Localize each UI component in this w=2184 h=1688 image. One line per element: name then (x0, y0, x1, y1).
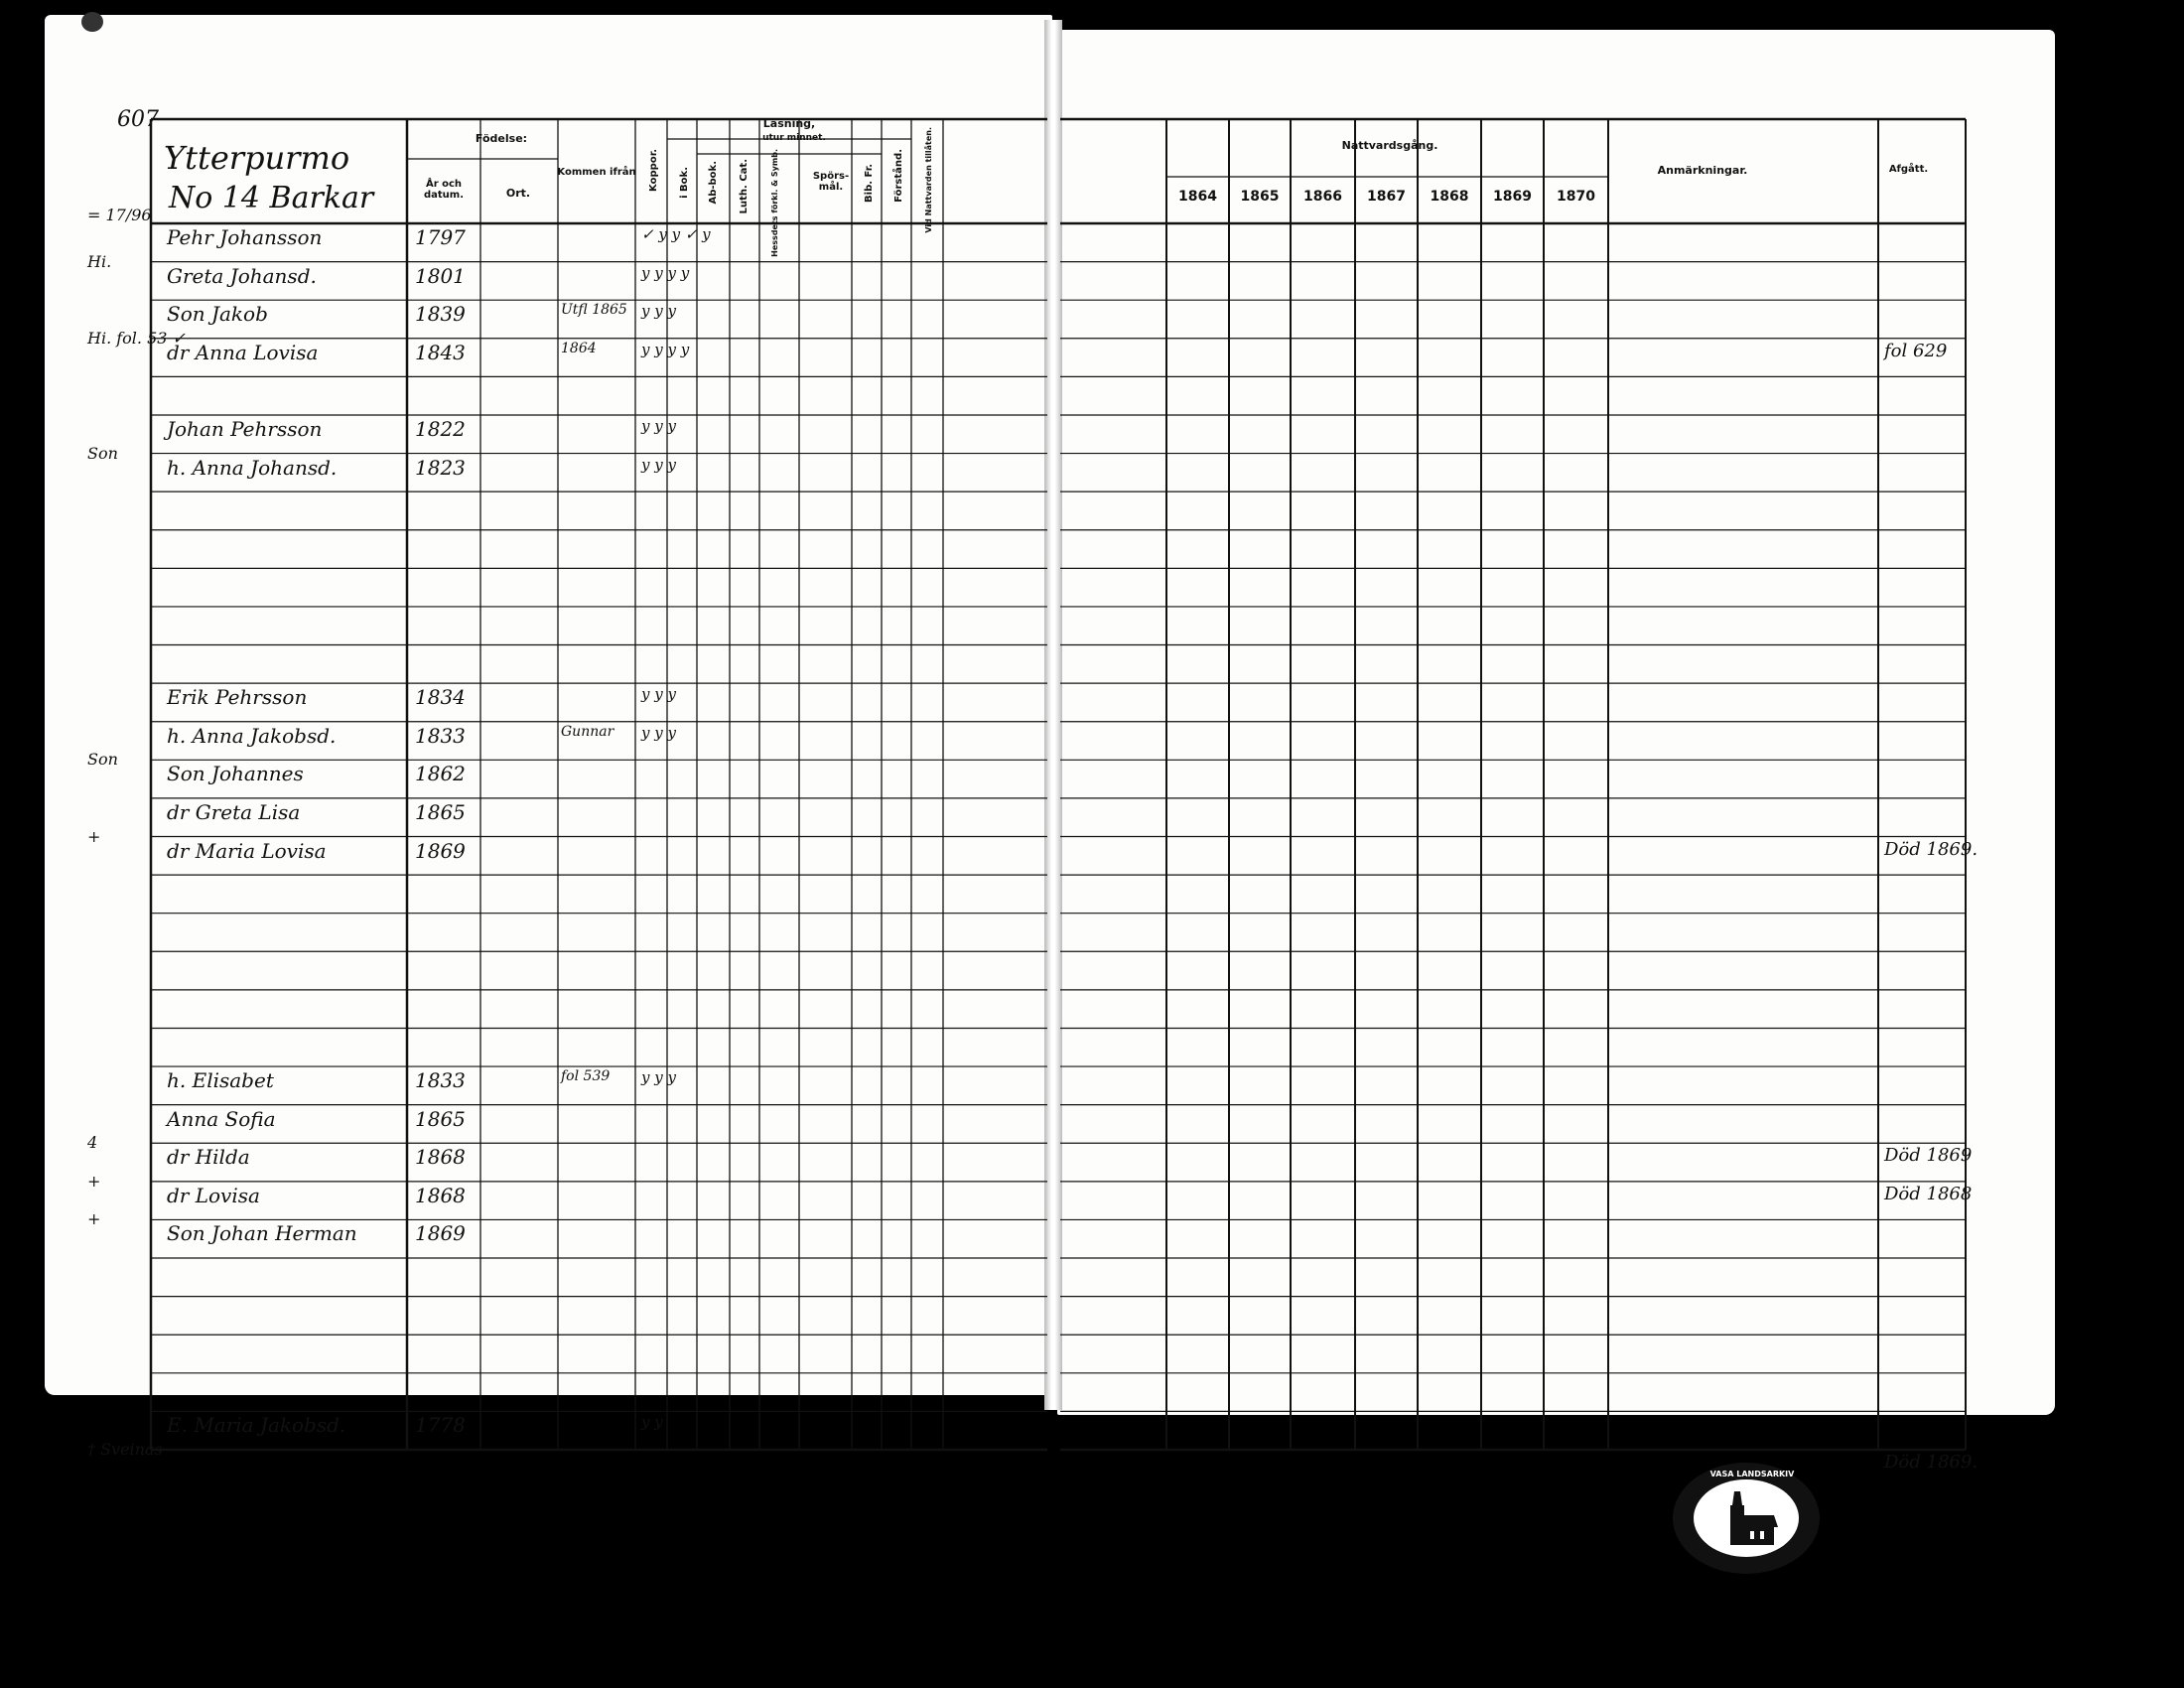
birth-date: 1797 (415, 225, 466, 249)
margin-note: + (87, 1171, 101, 1191)
birth-date: 1862 (415, 762, 466, 786)
margin-note: + (87, 826, 101, 846)
person-name: Johan Pehrsson (167, 416, 323, 441)
remark: Död 1868 (1884, 1183, 1973, 1204)
header-hennes-forkl: Hessdets förkl. & Symb. (770, 149, 779, 257)
kommen-fran: 1864 (561, 340, 597, 356)
birth-date: 1865 (415, 1106, 466, 1131)
birth-date: 1843 (415, 340, 466, 364)
birth-date: 1801 (415, 263, 466, 288)
margin-note: † Sveinas (87, 1440, 163, 1459)
header-lasning: Läsning, (762, 117, 816, 130)
header-ar-och-datum: År och datum. (423, 179, 465, 201)
header-luth-cat: Luth. Cat. (739, 159, 750, 214)
year-header-1864: 1864 (1178, 189, 1217, 205)
header-forstand: Förstånd. (893, 149, 904, 203)
reading-marks: y y y (641, 302, 676, 321)
header-kommen-fran: Kommen ifrån (557, 167, 636, 178)
header-bib-fr: Bib. Fr. (864, 164, 875, 203)
person-name: h. Elisabet (167, 1068, 274, 1093)
header-fodelse: Födelse: (475, 132, 528, 145)
birth-date: 1833 (415, 1068, 466, 1093)
kommen-fran: Utfl 1865 (561, 302, 627, 319)
remark: fol 629 (1884, 340, 1948, 361)
person-name: Erik Pehrsson (167, 685, 308, 710)
kommen-fran: Gunnar (561, 723, 614, 740)
stamp-text: VASA LANDSARKIV (1709, 1470, 1795, 1478)
person-name: dr Maria Lovisa (167, 838, 327, 863)
margin-note: 4 (87, 1133, 98, 1153)
margin-note: Son (87, 443, 118, 463)
margin-note: = 17/96 (87, 206, 152, 224)
person-name: Son Jakob (167, 302, 268, 327)
remark: Död 1869. (1884, 1452, 1979, 1473)
birth-date: 1869 (415, 1221, 466, 1246)
reading-marks: y y y (641, 455, 676, 474)
person-name: Anna Sofia (167, 1106, 276, 1131)
year-header-1870: 1870 (1557, 189, 1595, 205)
reading-marks: ✓ y y ✓ y (641, 225, 711, 243)
reading-marks: y y (641, 1413, 663, 1432)
year-header-1868: 1868 (1430, 189, 1469, 205)
birth-date: 1834 (415, 685, 466, 710)
reading-marks: y y y (641, 685, 676, 704)
person-name: h. Anna Jakobsd. (167, 723, 337, 748)
remark: Död 1869 (1884, 1145, 1973, 1167)
person-name: dr Anna Lovisa (167, 340, 319, 364)
year-header-1867: 1867 (1367, 189, 1406, 205)
kommen-fran: fol 539 (561, 1068, 611, 1085)
header-anmarkningar: Anmärkningar. (1657, 164, 1748, 177)
birth-date: 1868 (415, 1183, 466, 1207)
remark: Död 1869. (1884, 838, 1979, 860)
birth-date: 1833 (415, 723, 466, 748)
person-name: dr Greta Lisa (167, 799, 301, 824)
birth-date: 1865 (415, 799, 466, 824)
birth-date: 1868 (415, 1145, 466, 1170)
header-koppor: Koppor. (648, 149, 659, 192)
year-header-1869: 1869 (1493, 189, 1532, 205)
person-name: dr Lovisa (167, 1183, 260, 1207)
margin-note: Son (87, 750, 118, 770)
reading-marks: y y y (641, 723, 676, 742)
birth-date: 1822 (415, 416, 466, 441)
birth-date: 1869 (415, 838, 466, 863)
person-name: Son Johan Herman (167, 1221, 357, 1246)
person-name: Son Johannes (167, 762, 304, 786)
header-afgatt: Afgått. (1888, 164, 1929, 175)
heading-place: Ytterpurmo (164, 139, 350, 177)
header-utur-minnet: utur minnet. (762, 133, 826, 143)
church-icon (1712, 1485, 1782, 1555)
header-i-bok: i Bok. (679, 167, 690, 199)
person-name: Pehr Johansson (167, 225, 323, 249)
year-header-1865: 1865 (1240, 189, 1280, 205)
birth-date: 1823 (415, 455, 466, 480)
reading-marks: y y y (641, 416, 676, 435)
year-header-1866: 1866 (1303, 189, 1342, 205)
header-sporsmal: Spörs-mål. (812, 171, 850, 193)
reading-marks: y y y y (641, 340, 690, 358)
reading-marks: y y y y (641, 263, 690, 282)
person-name: h. Anna Johansd. (167, 455, 338, 480)
birth-date: 1839 (415, 302, 466, 327)
reading-marks: y y y (641, 1068, 676, 1087)
person-name: dr Hilda (167, 1145, 250, 1170)
person-name: Greta Johansd. (167, 263, 317, 288)
header-nattvardsgang: Nattvardsgång. (1341, 139, 1438, 152)
page-number: 607 (117, 107, 159, 132)
margin-note: + (87, 1209, 101, 1229)
margin-note: Hi. (87, 251, 112, 271)
heading-house: No 14 Barkar (169, 181, 374, 215)
header-ab-bok: Ab-bok. (708, 161, 719, 205)
person-name: E. Maria Jakobsd. (167, 1413, 346, 1438)
header-till-nattvarden: Vid Nattvarden tillåten. (924, 127, 933, 233)
birth-date: 1778 (415, 1413, 466, 1438)
header-ort: Ort. (505, 187, 531, 200)
margin-note: Hi. fol. 53 ✓ (87, 328, 186, 348)
